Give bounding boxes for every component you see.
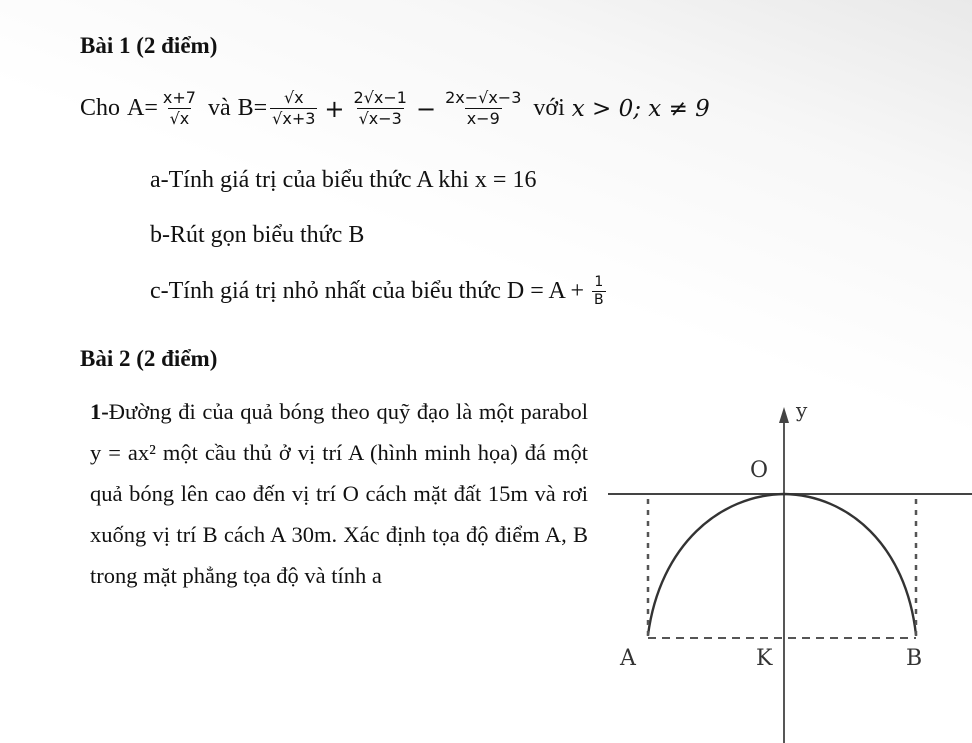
term1-numerator: √x — [283, 88, 304, 107]
question-text: Đường đi của quả bóng theo quỹ đạo là một parabol y = ax² một cầu thủ ở vị trí A (hình minh họa) đá một quả bóng lên cao đến vị trí O cách mặt đất 15m và rơi xuống vị trí B cách A 30m. Xác định tọa độ điểm A, B trong mặt phẳng tọa độ và tính a — [90, 399, 588, 588]
fraction-a-numerator: x+7 — [162, 88, 196, 107]
y-axis-arrow — [779, 407, 789, 423]
part-c — [150, 274, 609, 309]
bai2-question — [90, 391, 588, 596]
fraction-one-over-b — [592, 274, 606, 309]
part-a: a-Tính giá trị của biểu thức A khi x = 16 — [150, 167, 537, 193]
one-over-b-numerator: 1 — [594, 274, 604, 290]
a-lhs: A= — [127, 95, 158, 121]
label-y: y — [796, 398, 808, 422]
label-a: A — [620, 646, 636, 671]
term2-denominator: √x−3 — [358, 109, 402, 128]
fraction-b-term3 — [443, 88, 523, 129]
bai1-heading: Bài 1 (2 điểm) — [80, 33, 218, 58]
label-k: K — [756, 646, 773, 671]
term2-numerator: 2√x−1 — [353, 88, 407, 107]
plus-operator: + — [324, 94, 345, 123]
minus-operator: − — [415, 94, 437, 123]
va-word: và — [207, 95, 231, 121]
cho-word: Cho — [80, 95, 121, 121]
one-over-b-denominator: B — [593, 292, 604, 308]
fraction-b-term2 — [352, 88, 409, 129]
term1-denominator: √x+3 — [272, 109, 316, 128]
fraction-b-term1 — [270, 88, 317, 129]
part-c-text: c-Tính giá trị nhỏ nhất của biểu thức D = A + — [150, 278, 584, 304]
bai1-intro-formula — [80, 88, 710, 129]
label-b: B — [906, 646, 923, 671]
bai2-heading: Bài 2 (2 điểm) — [80, 346, 218, 371]
fraction-a — [161, 88, 198, 129]
fraction-a-denominator: √x — [169, 109, 190, 128]
parabola-curve — [648, 494, 916, 635]
voi-word: với — [533, 95, 565, 121]
part-b: b-Rút gọn biểu thức B — [150, 222, 365, 248]
term3-denominator: x−9 — [466, 109, 500, 128]
question-number: 1- — [90, 399, 109, 424]
term3-numerator: 2x−√x−3 — [445, 88, 522, 107]
label-o: O — [750, 458, 769, 483]
b-lhs: B= — [237, 95, 268, 121]
parabola-figure — [600, 395, 972, 743]
domain-condition: x > 0; x ≠ 9 — [571, 95, 710, 122]
